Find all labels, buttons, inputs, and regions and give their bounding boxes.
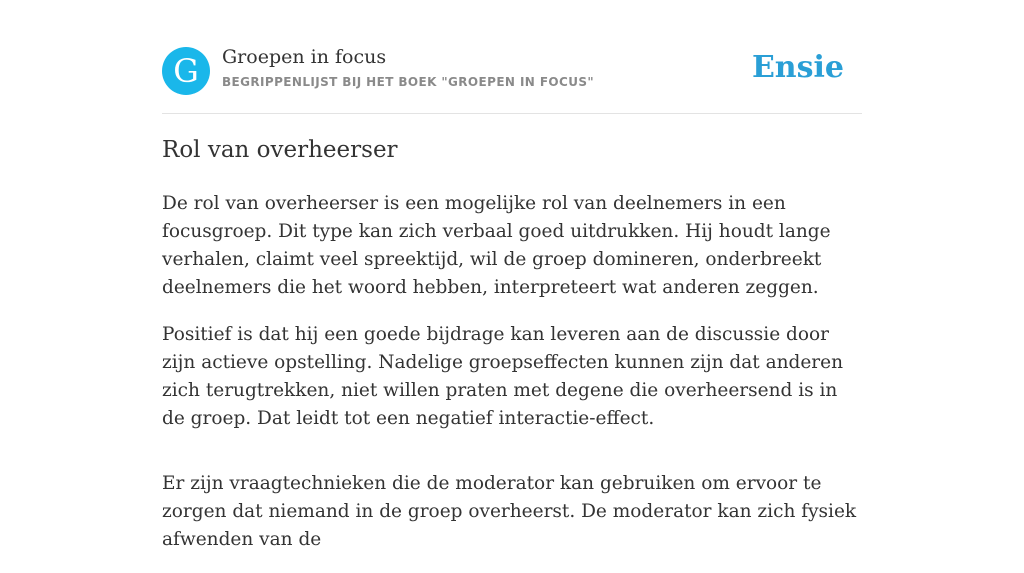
book-logo[interactable]: G <box>162 47 210 95</box>
term-definition <box>162 190 862 573</box>
brand-logo[interactable]: Ensie <box>751 50 844 85</box>
book-subtitle: BEGRIPPENLIJST BIJ HET BOEK "GROEPEN IN FOCUS" <box>222 75 595 89</box>
header-divider <box>162 113 862 114</box>
book-title[interactable]: Groepen in focus <box>222 46 387 68</box>
definition-paragraph: Positief is dat hij een goede bijdrage kan leveren aan de discussie door zijn actieve opstelling. Nadelige groepseffecten kunnen zijn dat anderen zich terugtrekken, niet willen praten met degene die overheersend is in de groep. Dat leidt tot een negatief interactie-effect. <box>162 324 844 429</box>
header <box>162 46 862 96</box>
definition-paragraph: Er zijn vraagtechnieken die de moderator kan gebruiken om ervoor te zorgen dat niemand in de groep overheerst. De moderator kan zich fysiek afwenden van de <box>162 473 857 550</box>
definition-paragraph: De rol van overheerser is een mogelijke rol van deelnemers in een focusgroep. Dit type kan zich verbaal goed uitdrukken. Hij houdt lange verhalen, claimt veel spreektijd, wil de groep domineren, onderbreekt deelnemers die het woord hebben, interpreteert wat anderen zeggen. <box>162 193 831 298</box>
term-title: Rol van overheerser <box>162 137 398 163</box>
